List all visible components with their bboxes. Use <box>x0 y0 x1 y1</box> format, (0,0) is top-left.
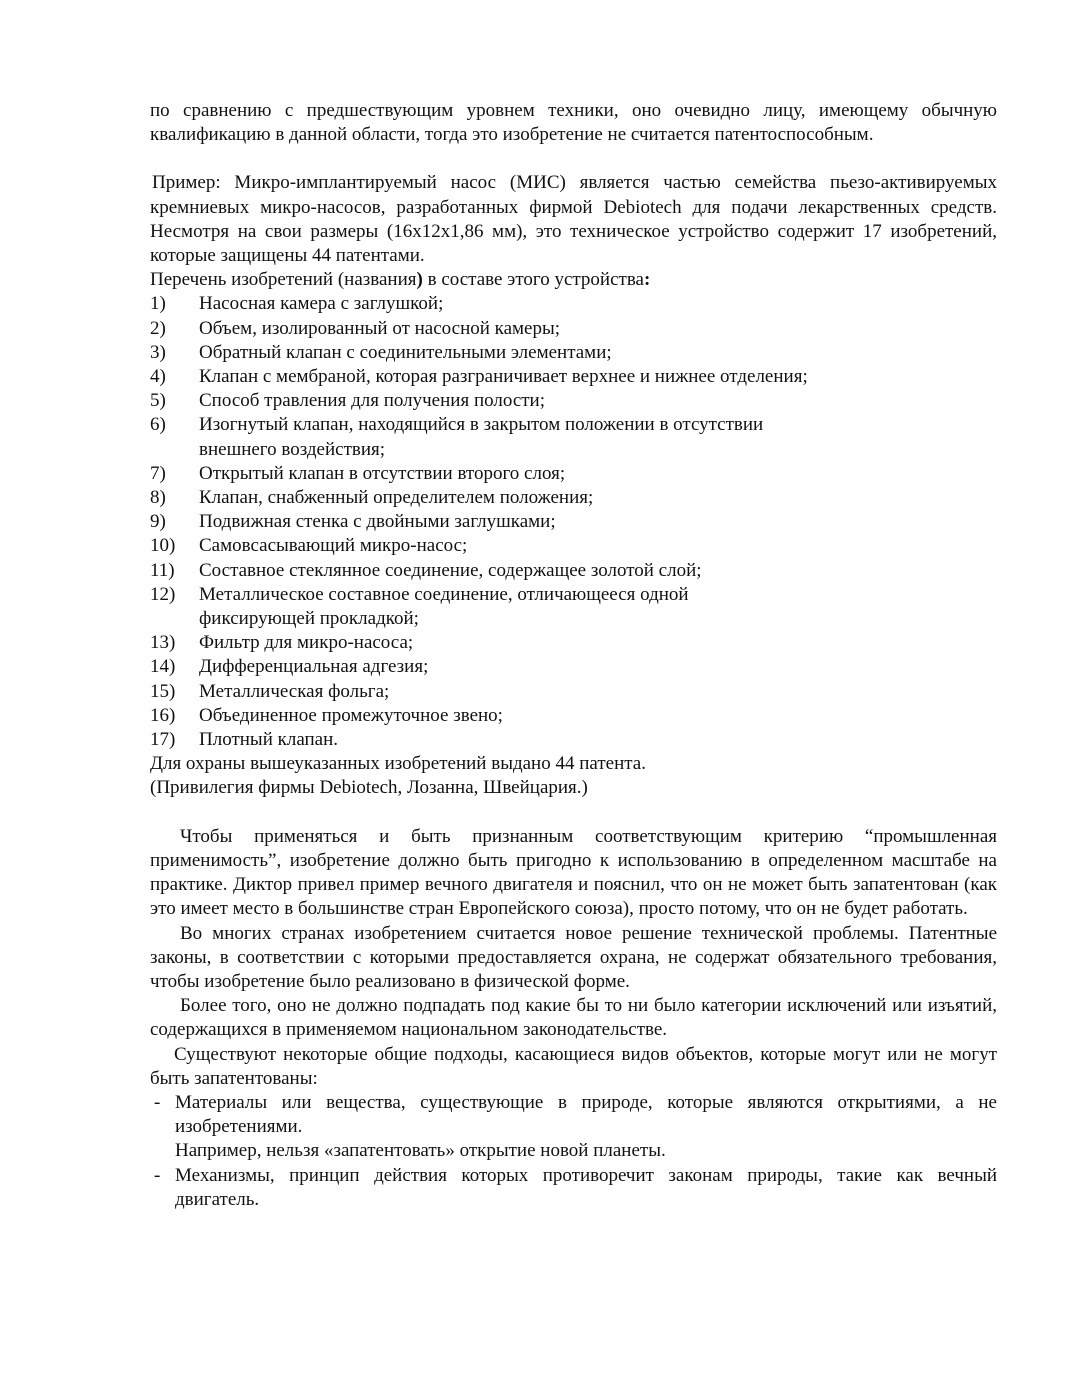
list-item <box>150 583 997 631</box>
patents-note: Для охраны вышеуказанных изобретений выдано 44 патента. <box>150 753 646 775</box>
list-item-line: внешнего воздействия; <box>199 438 386 460</box>
list-heading-prefix: Перечень изобретений (названия <box>150 269 417 291</box>
body-paragraph: Более того, оно не должно подпадать под какие бы то ни было категории исключений или изъятий, содержащихся в применяемом национальном законодательстве. <box>150 995 997 1041</box>
list-item-number: 8) <box>150 487 166 509</box>
list-item <box>150 341 997 365</box>
list-item-text: Самовсасывающий микро-насос; <box>199 535 468 557</box>
list-item <box>150 559 997 583</box>
body-paragraph: Чтобы применяться и быть признанным соответствующим критерию “промышленная применимость”, изобретение должно быть пригодно к использованию в определенном масштабе на практике. Диктор привел пример вечного двигателя и пояснил, что он не может быть запатентован (как это имеет место в большинстве стран Европейского союза), просто потому, что он не будет работать. <box>150 825 997 920</box>
list-item-number: 11) <box>150 559 175 581</box>
list-item-number: 1) <box>150 293 166 315</box>
list-item-text: Открытый клапан в отсутствии второго слоя; <box>199 462 566 484</box>
list-item-line: фиксирующей прокладкой; <box>199 608 419 630</box>
list-item-text <box>199 413 997 461</box>
list-item-number: 5) <box>150 390 166 412</box>
list-item-text: Составное стеклянное соединение, содержащее золотой слой; <box>199 559 702 581</box>
list-item-number: 3) <box>150 341 166 363</box>
privilege-note: (Привилегия фирмы Debiotech, Лозанна, Швейцария.) <box>150 777 588 799</box>
list-item-number: 12) <box>150 583 176 605</box>
list-item-text: Клапан с мембраной, которая разграничивает верхнее и нижнее отделения; <box>199 366 808 388</box>
spacer <box>150 147 997 171</box>
list-item <box>150 486 997 510</box>
list-item-text: Обратный клапан с соединительными элементами; <box>199 341 612 363</box>
body-paragraph: Существуют некоторые общие подходы, касающиеся видов объектов, которые могут или не могут быть запатентованы: <box>150 1043 997 1089</box>
list-item <box>150 413 997 461</box>
list-item-text: Плотный клапан. <box>199 729 339 751</box>
list-item <box>150 534 997 558</box>
list-item-text: Дифференциальная адгезия; <box>199 656 429 678</box>
list-item <box>150 728 997 752</box>
list-heading-mid: в составе этого устройства <box>422 269 644 291</box>
dash-marker: - <box>154 1091 161 1113</box>
list-item-number: 16) <box>150 704 176 726</box>
list-heading-bracket: ) <box>416 269 423 291</box>
list-item <box>150 631 997 655</box>
list-item <box>150 389 997 413</box>
exclusion-text <box>175 1091 997 1164</box>
exclusion-text: Механизмы, принцип действия которых противоречит законам природы, такие как вечный двигатель. <box>175 1164 997 1210</box>
list-item <box>150 365 997 389</box>
list-heading <box>150 268 997 292</box>
list-item-text: Подвижная стенка с двойными заглушками; <box>199 511 556 533</box>
list-item <box>150 655 997 679</box>
example-paragraph: Пример: Микро-имплантируемый насос (МИС) является частью семейства пьезо-активируемых кремниевых микро-насосов, разработанных фирмой Debiotech для подачи лекарственных средств. Несмотря на свои размеры (16x12x1,86 мм), это техническое устройство содержит 17 изобретений, которые защищены 44 патентами. <box>150 172 997 267</box>
list-item-text: Объединенное промежуточное звено; <box>199 704 503 726</box>
list-item-text: Металлическая фольга; <box>199 680 390 702</box>
list-item <box>150 704 997 728</box>
list-item-number: 13) <box>150 632 176 654</box>
intro-paragraph: по сравнению с предшествующим уровнем техники, оно очевидно лицу, имеющему обычную квалификацию в данной области, тогда это изобретение не считается патентоспособным. <box>150 100 997 146</box>
list-item-number: 9) <box>150 511 166 533</box>
list-item-text: Объем, изолированный от насосной камеры; <box>199 317 561 339</box>
list-item-number: 4) <box>150 366 166 388</box>
exclusion-item <box>150 1164 997 1212</box>
list-item-text: Клапан, снабженный определителем положения; <box>199 487 594 509</box>
list-item-number: 2) <box>150 317 166 339</box>
list-heading-colon: : <box>643 269 651 291</box>
list-item-text: Способ травления для получения полости; <box>199 390 545 412</box>
list-item <box>150 680 997 704</box>
list-item-number: 14) <box>150 656 176 678</box>
list-item <box>150 510 997 534</box>
list-item-number: 6) <box>150 414 166 436</box>
exclusion-main: Материалы или вещества, существующие в природе, которые являются открытиями, а не изобретениями. <box>175 1091 997 1138</box>
list-item-number: 15) <box>150 680 176 702</box>
list-item-line: Металлическое составное соединение, отличающееся одной <box>199 583 689 605</box>
list-item-line: Изогнутый клапан, находящийся в закрытом положении в отсутствии <box>199 414 764 436</box>
inventions-list <box>150 292 997 752</box>
list-item-number: 10) <box>150 535 176 557</box>
list-item-text: Фильтр для микро-насоса; <box>199 632 414 654</box>
document-page <box>150 99 997 1212</box>
list-item <box>150 462 997 486</box>
list-item-number: 7) <box>150 462 166 484</box>
list-item-number: 17) <box>150 729 176 751</box>
spacer <box>150 801 997 825</box>
dash-marker: - <box>154 1164 161 1186</box>
list-item <box>150 317 997 341</box>
list-item-text: Насосная камера с заглушкой; <box>199 293 444 315</box>
exclusion-item <box>150 1091 997 1164</box>
body-paragraph: Во многих странах изобретением считается новое решение технической проблемы. Патентные законы, в соответствии с которыми предоставляется охрана, не содержат обязательного требования, чтобы изобретение было реализовано в физической форме. <box>150 922 997 992</box>
list-item <box>150 292 997 316</box>
exclusion-sub: Например, нельзя «запатентовать» открытие новой планеты. <box>175 1140 666 1162</box>
list-item-text <box>199 583 997 631</box>
